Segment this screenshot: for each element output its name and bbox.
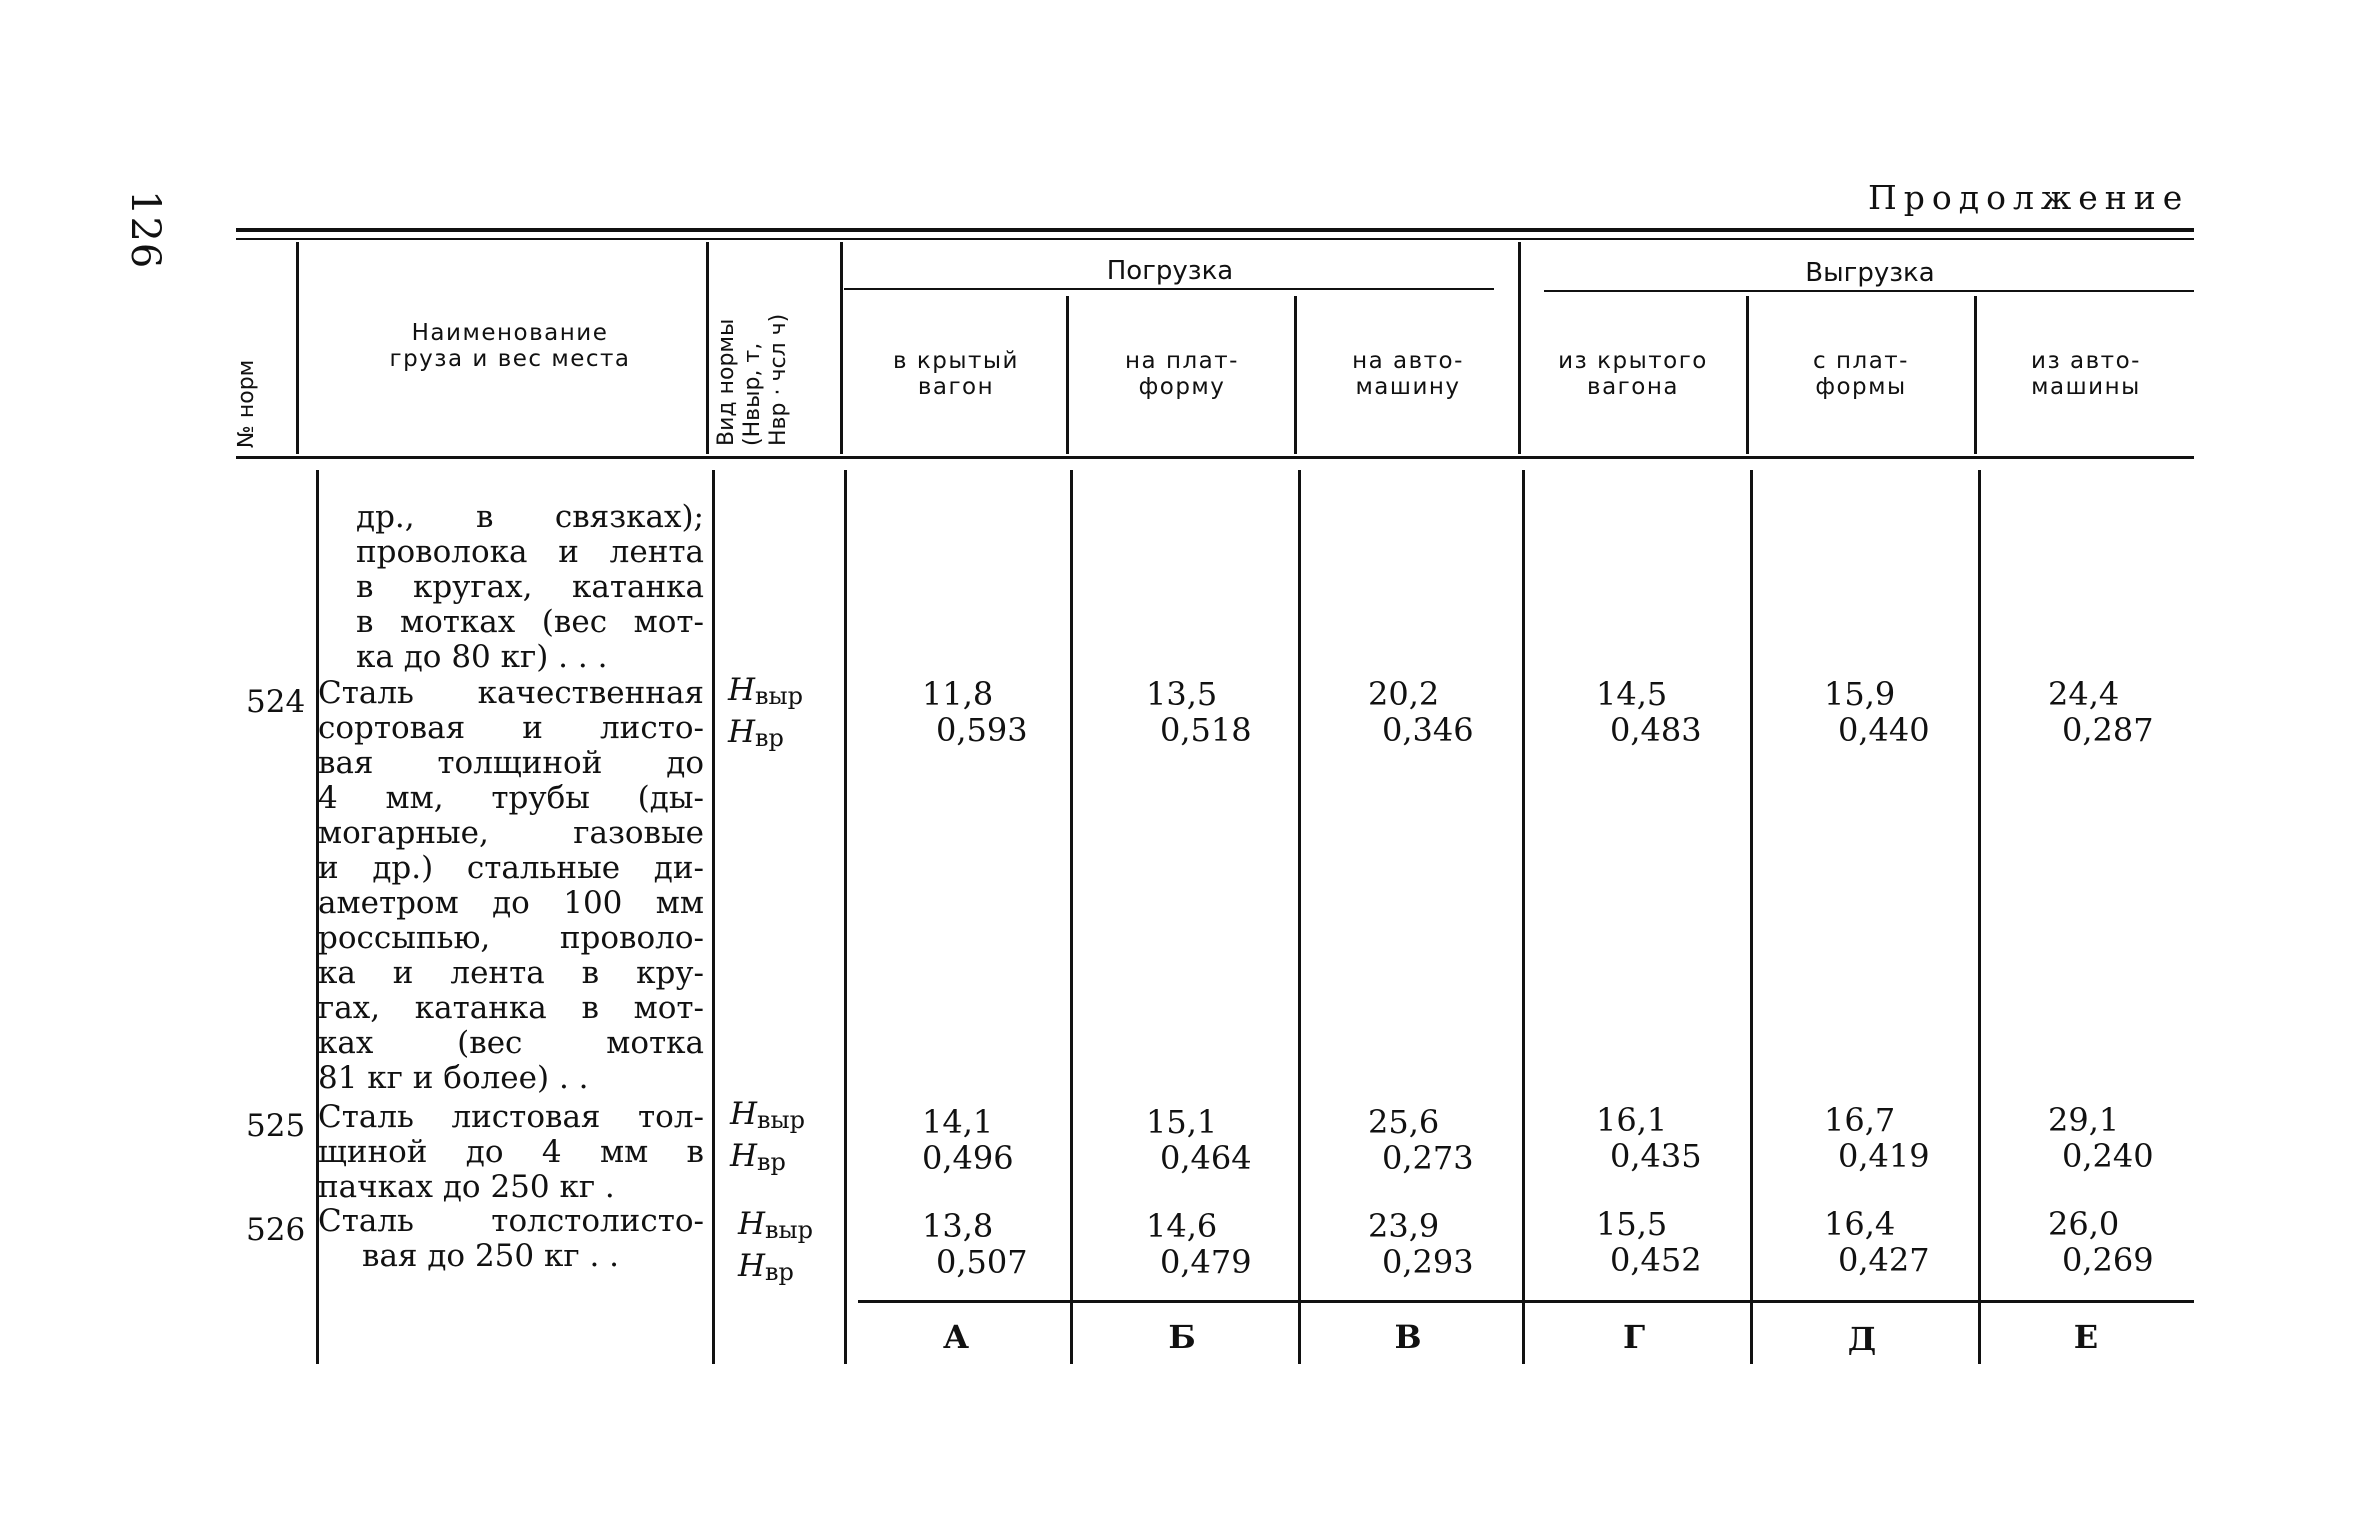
header-divider-6 — [1518, 242, 1521, 454]
row-524-norm-kind: $H_{выр}$ $H_{вр}$ — [728, 672, 804, 752]
column-letter-e: Д — [1847, 1320, 1877, 1358]
row-525-value-b: 15,1 0,464 — [1146, 1103, 1252, 1177]
row-526-value-d: 15,5 0,452 — [1596, 1205, 1702, 1279]
header-divider-3 — [840, 242, 843, 454]
row-525-value-d: 16,1 0,435 — [1596, 1101, 1702, 1175]
header-divider-8 — [1974, 296, 1977, 454]
header-col-truck-unload: из авто- машины — [2031, 348, 2141, 400]
row-525-number: 525 — [246, 1108, 306, 1144]
header-divider-7 — [1746, 296, 1749, 454]
row-525-value-c: 25,6 0,273 — [1368, 1103, 1474, 1177]
body-divider-7 — [1750, 470, 1753, 1364]
header-col-closed-wagon-load: в крытый вагон — [892, 348, 1020, 400]
header-col-truck-load: на авто- машину — [1352, 348, 1464, 400]
body-divider-2 — [712, 470, 715, 1364]
letters-rule — [858, 1300, 2194, 1303]
row-526-value-f: 26,0 0,269 — [2048, 1205, 2154, 1279]
header-divider-5 — [1294, 296, 1297, 454]
header-divider-1 — [296, 242, 299, 454]
top-rule-thin — [236, 238, 2194, 240]
row-524-value-e: 15,9 0,440 — [1824, 675, 1930, 749]
header-col-kind: Вид нормы (Hвыр, т, Hвр · чсл ч) — [714, 313, 791, 446]
row-526-norm-kind: $H_{выр}$ $H_{вр}$ — [738, 1206, 814, 1286]
header-bottom-rule — [236, 456, 2194, 459]
row-526-number: 526 — [246, 1212, 306, 1248]
column-letter-a: А — [942, 1318, 970, 1356]
header-col-closed-wagon-unload: из крытого вагона — [1558, 348, 1708, 400]
header-divider-2 — [706, 242, 709, 454]
body-divider-4 — [1070, 470, 1073, 1364]
header-divider-4 — [1066, 296, 1069, 454]
row-525-description: Сталь листовая тол- щиной до 4 мм в пачках до 250 кг . — [318, 1099, 704, 1205]
loading-group-rule — [844, 288, 1494, 290]
row-524-value-b: 13,5 0,518 — [1146, 675, 1252, 749]
row-524-value-f: 24,4 0,287 — [2048, 675, 2154, 749]
header-group-loading: Погрузка — [1106, 256, 1234, 286]
header-group-unloading: Выгрузка — [1805, 258, 1935, 288]
row-524-value-c: 20,2 0,346 — [1368, 675, 1474, 749]
row-525-value-e: 16,7 0,419 — [1824, 1101, 1930, 1175]
row-526-description: Сталь толстолисто- вая до 250 кг . . — [318, 1203, 704, 1274]
header-col-no: № норм — [234, 359, 259, 448]
column-letter-f: Е — [2073, 1318, 2099, 1356]
header-col-platform-load: на плат- форму — [1125, 348, 1239, 400]
row-524-value-a: 11,8 0,593 — [922, 675, 1028, 749]
header-col-platform-unload: с плат- формы — [1813, 348, 1909, 400]
body-divider-3 — [844, 470, 847, 1364]
body-divider-5 — [1298, 470, 1301, 1364]
row-524-number: 524 — [246, 684, 306, 720]
page-number: 126 — [122, 190, 168, 270]
row-526-value-a: 13,8 0,507 — [922, 1207, 1028, 1281]
row-524-desc-continuation: др., в связках); проволока и лента в кругах, катанка в мотках (вес мот- ка до 80 кг) . . . — [356, 499, 704, 675]
unloading-group-rule — [1544, 290, 2194, 292]
column-letter-d: Г — [1622, 1318, 1646, 1356]
row-525-value-f: 29,1 0,240 — [2048, 1101, 2154, 1175]
row-525-norm-kind: $H_{выр}$ $H_{вр}$ — [730, 1096, 806, 1176]
row-526-value-b: 14,6 0,479 — [1146, 1207, 1252, 1281]
row-524-value-d: 14,5 0,483 — [1596, 675, 1702, 749]
column-letter-b: Б — [1168, 1318, 1196, 1356]
row-526-value-c: 23,9 0,293 — [1368, 1207, 1474, 1281]
column-letter-c: В — [1394, 1318, 1422, 1356]
header-col-name: Наименование груза и вес места — [389, 320, 631, 372]
row-526-value-e: 16,4 0,427 — [1824, 1205, 1930, 1279]
top-rule-thick — [236, 228, 2194, 232]
continuation-label: Продолжение — [1868, 178, 2190, 217]
row-524-description: Сталь качественная сортовая и листо- вая толщиной до 4 мм, трубы (ды- могарные, газовые и др.) стальные ди- аметром до 100 мм россыпью, проволо- ка и лента в кру- гах, катанка в мот- ках (вес мотка 81 кг и более) . . — [318, 675, 704, 1096]
body-divider-6 — [1522, 470, 1525, 1364]
body-divider-8 — [1978, 470, 1981, 1364]
row-525-value-a: 14,1 0,496 — [922, 1103, 1014, 1177]
